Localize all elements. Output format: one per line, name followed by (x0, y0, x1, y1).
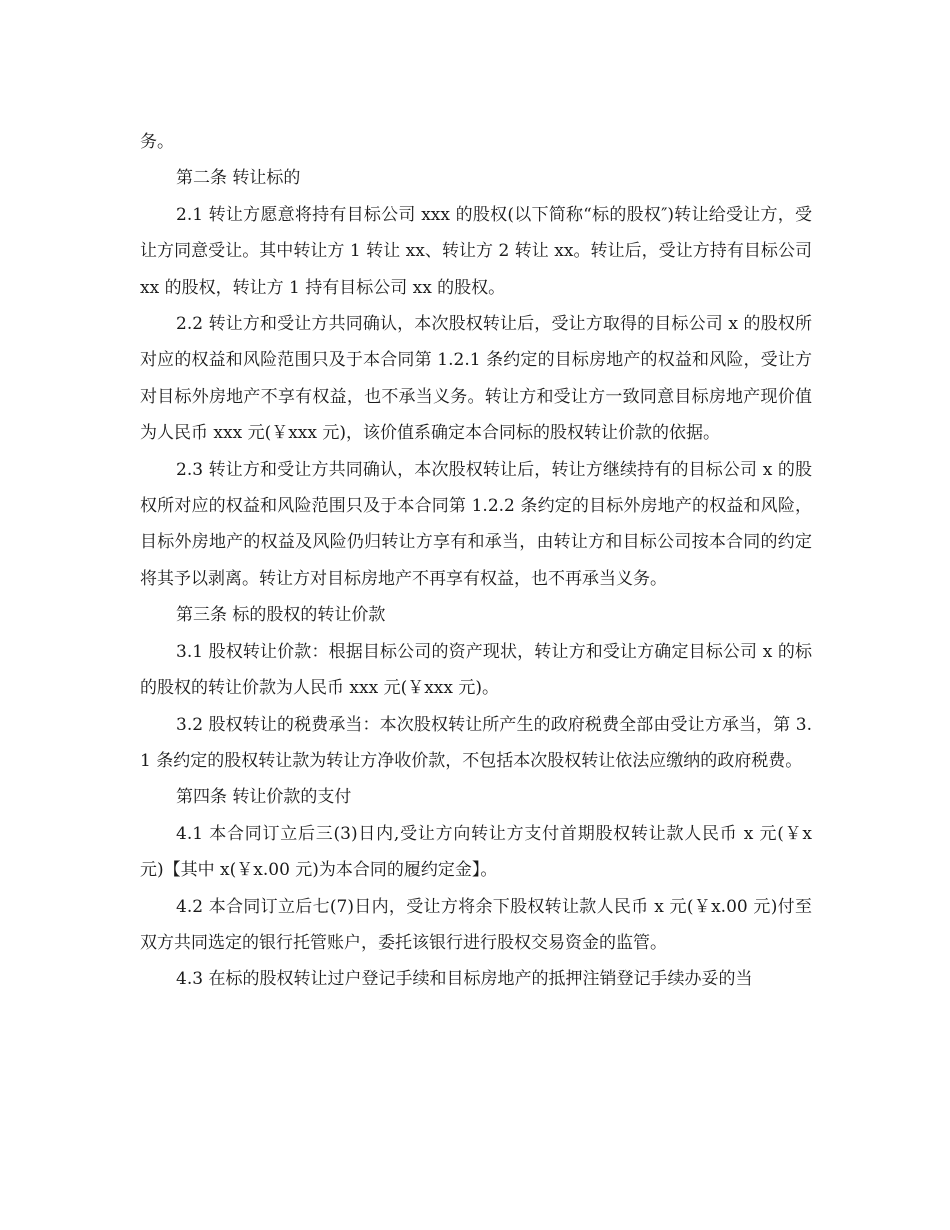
clause-2-3: 2.3 转让方和受让方共同确认，本次股权转让后，转让方继续持有的目标公司 x 的股权所对应的权益和风险范围只及于本合同第 1.2.2 条约定的目标外房地产的权益和风险，目标外房地产的权益及风险仍归转让方享有和承当，由转让方和目标公司按本合同的约定将其予以剥离。转让方对目标房地产不再享有权益，也不再承当义务。 (140, 459, 812, 589)
clause-2-1: 2.1 转让方愿意将持有目标公司 xxx 的股权(以下简称“标的股权″)转让给受让方，受让方同意受让。其中转让方 1 转让 xx、转让方 2 转让 xx。转让后，受让方持有目标公司 xx 的股权，转让方 1 持有目标公司 xx 的股权。 (140, 204, 812, 298)
article-4-heading: 第四条 转让价款的支付 (176, 787, 352, 808)
clause-3-1: 3.1 股权转让价款：根据目标公司的资产现状，转让方和受让方确定目标公司 x 的标的股权的转让价款为人民币 xxx 元(￥xxx 元)。 (140, 641, 812, 699)
clause-3-2: 3.2 股权转让的税费承当：本次股权转让所产生的政府税费全部由受让方承当，第 3.1 条约定的股权转让款为转让方净收价款，不包括本次股权转让依法应缴纳的政府税费。 (140, 714, 812, 771)
paragraph-continuation: 务。 (140, 132, 174, 152)
article-3-heading: 第三条 标的股权的转让价款 (176, 605, 386, 626)
clause-2-2: 2.2 转让方和受让方共同确认，本次股权转让后，受让方取得的目标公司 x 的股权所对应的权益和风险范围只及于本合同第 1.2.1 条约定的目标房地产的权益和风险，受让方对目标外房地产不享有权益，也不承当义务。转让方和受让方一致同意目标房地产现价值为人民币 xxx 元(￥xxx 元)，该价值系确定本合同标的股权转让价款的依据。 (140, 314, 812, 444)
clause-4-2: 4.2 本合同订立后七(7)日内，受让方将余下股权转让款人民币 x 元(￥x.00 元)付至双方共同选定的银行托管账户，委托该银行进行股权交易资金的监管。 (140, 896, 812, 953)
article-2-heading: 第二条 转让标的 (176, 168, 301, 189)
document-body (140, 124, 812, 998)
clause-4-3: 4.3 在标的股权转让过户登记手续和目标房地产的抵押注销登记手续办妥的当 (176, 969, 753, 990)
clause-4-1: 4.1 本合同订立后三(3)日内,受让方向转让方支付首期股权转让款人民币 x 元(￥x 元)【其中 x(￥x.00 元)为本合同的履约定金】。 (140, 823, 812, 881)
